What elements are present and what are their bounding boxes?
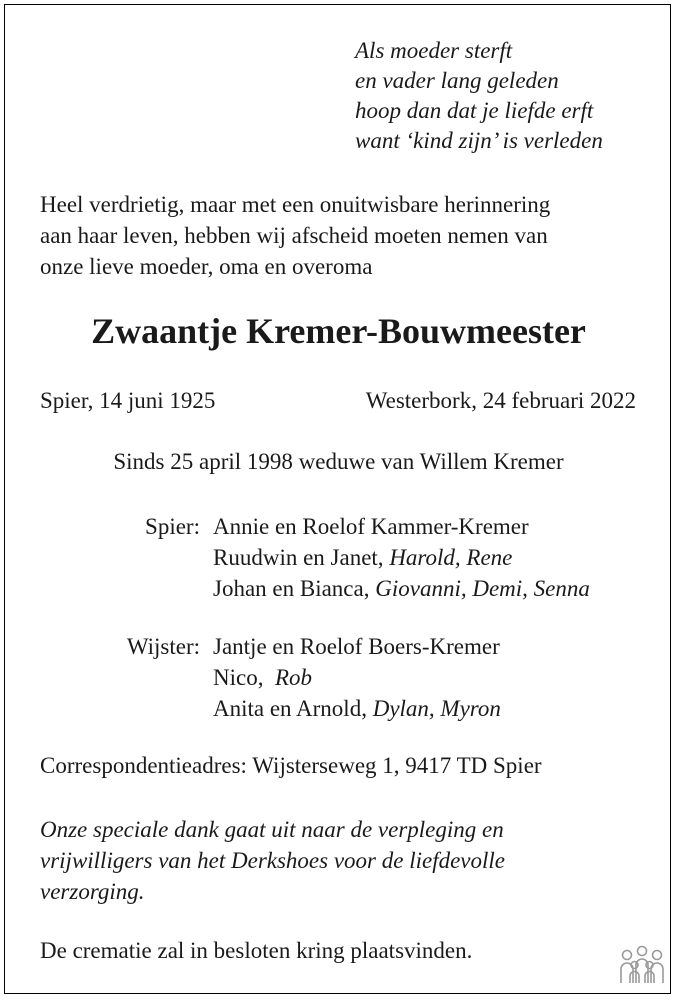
thanks-line: vrijwilligers van het Derkshoes voor de liefdevolle — [40, 848, 505, 873]
intro-line: onze lieve moeder, oma en overoma — [40, 254, 373, 279]
family-line — [213, 542, 590, 573]
family-line — [213, 631, 501, 662]
family-children: Dylan, Myron — [372, 696, 501, 721]
family-people-icon — [618, 945, 666, 985]
poem — [355, 36, 603, 156]
thanks-text — [40, 814, 505, 907]
family-names: Johan en Bianca, — [213, 576, 376, 601]
family-place: Wijster: — [126, 634, 200, 659]
family-children: Rob — [274, 665, 313, 690]
poem-line: en vader lang geleden — [355, 68, 559, 93]
deceased-name: Zwaantje Kremer-Bouwmeester — [91, 311, 586, 351]
family-names: Ruudwin en Janet, — [213, 545, 390, 570]
correspondence-address: Correspondentieadres: Wijsterseweg 1, 9417 TD Spier — [40, 753, 542, 778]
poem-line: want ‘kind zijn’ is verleden — [355, 128, 603, 153]
family-children: Harold, Rene — [389, 545, 513, 570]
family-members — [213, 511, 590, 604]
intro-text — [40, 189, 650, 282]
intro-line: Heel verdrietig, maar met een onuitwisbare herinnering — [40, 192, 551, 217]
family-line — [213, 662, 501, 693]
thanks-line: verzorging. — [40, 879, 145, 904]
poem-line: hoop dan dat je liefde erft — [355, 98, 594, 123]
family-names: Nico, — [213, 665, 275, 690]
family-line — [213, 693, 501, 724]
family-names: Annie en Roelof Kammer-Kremer — [213, 514, 529, 539]
death-date: Westerbork, 24 februari 2022 — [365, 388, 636, 413]
life-dates — [40, 388, 636, 414]
intro-line: aan haar leven, hebben wij afscheid moeten nemen van — [40, 223, 548, 248]
family-place: Spier: — [145, 514, 200, 539]
cremation-note: De crematie zal in besloten kring plaatsvinden. — [40, 938, 473, 963]
family-line — [213, 573, 590, 604]
family-names: Jantje en Roelof Boers-Kremer — [213, 634, 500, 659]
family-members — [213, 631, 501, 724]
family-line — [213, 511, 590, 542]
family-children: Giovanni, Demi, Senna — [375, 576, 590, 601]
thanks-line: Onze speciale dank gaat uit naar de verpleging en — [40, 817, 504, 842]
poem-line: Als moeder sterft — [355, 38, 513, 63]
widow-line: Sinds 25 april 1998 weduwe van Willem Kremer — [113, 449, 564, 474]
family-names: Anita en Arnold, — [213, 696, 373, 721]
birth-date: Spier, 14 juni 1925 — [40, 388, 216, 413]
